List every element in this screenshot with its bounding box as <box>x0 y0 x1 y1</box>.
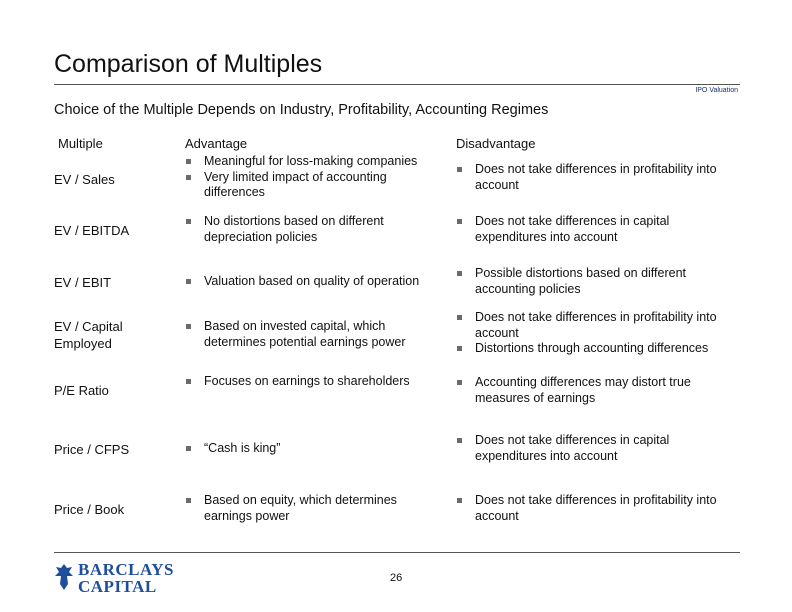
advantage-item: “Cash is king” <box>185 441 450 457</box>
subtitle: Choice of the Multiple Depends on Industry, Profitability, Accounting Regimes <box>54 102 549 118</box>
header-multiple: Multiple <box>58 136 103 151</box>
disadvantage-list <box>456 433 746 464</box>
logo-text-barclays: BARCLAYS <box>78 560 174 579</box>
multiple-name: Price / CFPS <box>54 442 130 457</box>
section-tag: IPO Valuation <box>695 87 738 94</box>
logo-text-capital: CAPITAL <box>78 577 157 596</box>
multiple-name: EV / EBITDA <box>54 223 130 238</box>
disadvantage-item: Does not take differences in profitability into account <box>456 310 730 341</box>
disadvantage-item: Does not take differences in capital expenditures into account <box>456 433 715 464</box>
advantage-item: Based on equity, which determines earnings power <box>185 493 444 524</box>
top-rule <box>54 84 740 85</box>
multiple-name: Price / Book <box>54 502 125 517</box>
advantage-list <box>185 154 450 201</box>
disadvantage-item: Does not take differences in capital expenditures into account <box>456 214 715 245</box>
multiple-name: P/E Ratio <box>54 383 109 398</box>
disadvantage-list <box>456 493 746 524</box>
advantage-item: Meaningful for loss-making companies <box>185 154 450 170</box>
disadvantage-item: Does not take differences in profitability into account <box>456 162 746 193</box>
advantage-list <box>185 493 450 524</box>
bottom-rule <box>54 552 740 553</box>
multiple-name: EV / Capital Employed <box>54 319 123 351</box>
header-disadvantage: Disadvantage <box>456 136 536 151</box>
disadvantage-item: Does not take differences in profitability into account <box>456 493 735 524</box>
advantage-list <box>185 441 450 457</box>
page-title: Comparison of Multiples <box>54 50 323 78</box>
advantage-item: Very limited impact of accounting differences <box>185 170 450 201</box>
multiple-name: EV / Sales <box>54 172 115 187</box>
disadvantage-list <box>456 310 746 357</box>
advantage-list <box>185 374 450 390</box>
advantage-item: Valuation based on quality of operation <box>185 274 450 290</box>
disadvantage-list <box>456 375 746 406</box>
eagle-icon <box>54 562 74 597</box>
disadvantage-item: Possible distortions based on different accounting policies <box>456 266 725 297</box>
advantage-item: Based on invested capital, which determines potential earnings power <box>185 319 444 350</box>
disadvantage-list <box>456 266 746 297</box>
advantage-item: No distortions based on different depreciation policies <box>185 214 419 245</box>
advantage-item: Focuses on earnings to shareholders <box>185 374 450 390</box>
advantage-list <box>185 274 450 290</box>
disadvantage-item: Accounting differences may distort true measures of earnings <box>456 375 730 406</box>
advantage-list <box>185 214 450 245</box>
header-advantage: Advantage <box>185 136 248 151</box>
disadvantage-item: Distortions through accounting differences <box>456 341 746 357</box>
disadvantage-list <box>456 214 746 245</box>
page-number: 26 <box>390 572 403 584</box>
multiple-name: EV / EBIT <box>54 275 112 290</box>
disadvantage-list <box>456 162 746 193</box>
advantage-list <box>185 319 450 350</box>
